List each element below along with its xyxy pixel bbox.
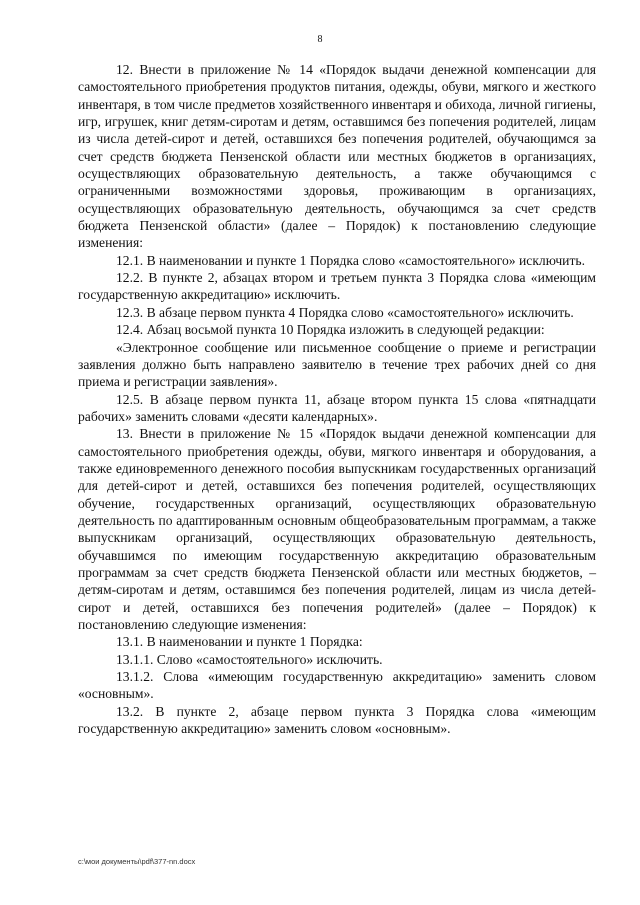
footer-file-path: c:\мои документы\pdf\377-nn.docx — [78, 857, 196, 866]
paragraph-12: 12. Внести в приложение № 14 «Порядок выдачи денежной компенсации для самостоятельного приобретения продуктов питания, одежды, обуви, мягкого и жесткого инвентаря, в том числе предметов хозяйственного инвентаря и обихода, личной гигиены, игр, игрушек, книг детям-сиротам и детям, оставшимся без попечения родителей, лицам из числа детей-сирот и детей, оставшихся без попечения родителей, обучающимся за счет средств бюджета Пензенской области или местных бюджетов в организациях, осуществляющих образовательную деятельность, а также обучающимся с ограниченными возможностями здоровья, проживающим в организациях, осуществляющих образовательную деятельность, обучающимся за счет средств бюджета Пензенской области» (далее – Порядок) к постановлению следующие изменения: — [78, 62, 596, 251]
paragraph-12-2: 12.2. В пункте 2, абзацах втором и третьем пункта 3 Порядка слова «имеющим государственную аккредитацию» исключить. — [78, 270, 596, 303]
document-body — [78, 61, 596, 737]
paragraph-13-1: 13.1. В наименовании и пункте 1 Порядка: — [116, 634, 363, 650]
page-number: 8 — [317, 34, 323, 45]
paragraph-12-5: 12.5. В абзаце первом пункта 11, абзаце втором пункта 15 слова «пятнадцати рабочих» заменить словами «десяти календарных». — [78, 391, 596, 424]
paragraph-13-1-2: 13.1.2. Слова «имеющим государственную аккредитацию» заменить словом «основным». — [78, 669, 596, 702]
paragraph-12-4-quote: «Электронное сообщение или письменное сообщение о приеме и регистрации заявления должно быть направлено заявителю в течение трех рабочих дней со дня приема и регистрации заявления». — [78, 339, 596, 390]
paragraph-12-1: 12.1. В наименовании и пункте 1 Порядка слово «самостоятельного» исключить. — [116, 252, 585, 268]
paragraph-13-2: 13.2. В пункте 2, абзаце первом пункта 3 Порядка слова «имеющим государственную аккредитацию» заменить словом «основным». — [78, 703, 596, 737]
paragraph-12-4: 12.4. Абзац восьмой пункта 10 Порядка изложить в следующей редакции: — [116, 322, 545, 338]
paragraph-13-1-1: 13.1.1. Слово «самостоятельного» исключить. — [116, 651, 383, 667]
paragraph-12-3: 12.3. В абзаце первом пункта 4 Порядка слово «самостоятельного» исключить. — [116, 304, 574, 320]
paragraph-13: 13. Внести в приложение № 15 «Порядок выдачи денежной компенсации для самостоятельного приобретения одежды, обуви, мягкого инвентаря и оборудования, а также единовременного денежного пособия выпускникам государственных организаций для детей-сирот и детей, оставшихся без попечения родителей, осуществляющих обучение, государственных организаций, осуществляющих образовательную деятельность по адаптированным основным общеобразовательным программам, а также выпускникам организаций, осуществляющих образовательную деятельность, обучавшимся по имеющим государственную аккредитацию образовательным программам за счет средств бюджета Пензенской области или местных бюджетов, – детям-сиротам и детям, оставшимся без попечения родителей, лицам из числа детей-сирот и детей, оставшихся без попечения родителей» (далее – Порядок) к постановлению следующие изменения: — [78, 426, 596, 632]
